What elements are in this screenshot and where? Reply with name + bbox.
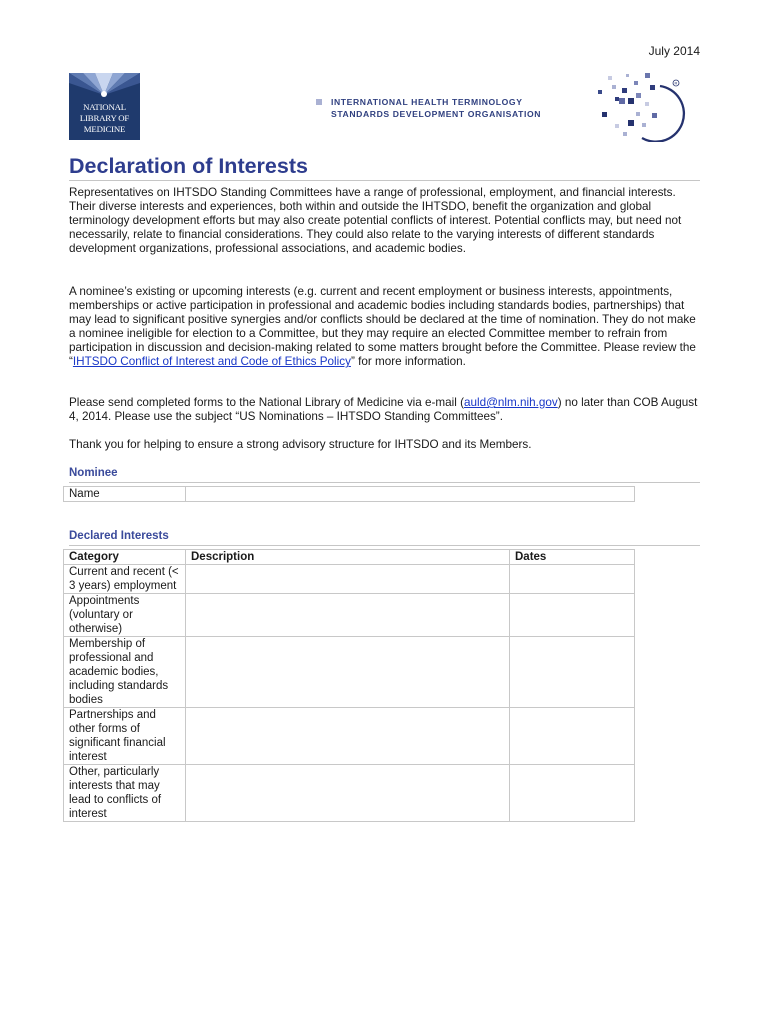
policy-link[interactable]: IHTSDO Conflict of Interest and Code of Ethics Policy [72, 355, 351, 369]
description-cell[interactable] [186, 637, 510, 708]
description-cell[interactable] [186, 708, 510, 765]
square-bullet-icon [316, 99, 322, 105]
column-header-category: Category [64, 550, 186, 565]
description-cell[interactable] [186, 594, 510, 637]
category-cell: Membership of professional and academic bodies, including standards bodies [64, 637, 186, 708]
svg-text:R: R [674, 80, 678, 86]
table-row [64, 487, 635, 502]
dates-cell[interactable] [510, 765, 635, 822]
email-link[interactable]: auld@nlm.nih.gov [463, 396, 558, 409]
nominee-table [63, 486, 635, 502]
interests-divider [69, 545, 700, 546]
title-divider [69, 180, 700, 181]
column-header-dates: Dates [510, 550, 635, 565]
nominee-interests-paragraph: A nominee’s existing or upcoming interests (e.g. current and recent employment or business interests, appointments, memberships or active participation in professional and academic bodies including standards bodies, partnerships) that may lead to significant positive synergies and/or conflicts should be declared at the time of nomination. They do not make a nominee ineligible for election to a Committee, but they may require an elected Committee member to refrain from participation in discussion and decision-making related to some matters brought before the Committee. Please review the “IHTSDO Conflict of Interest and Code of Ethics Policy” for more information. [69, 285, 696, 369]
name-field[interactable] [186, 487, 635, 502]
category-cell: Appointments (voluntary or otherwise) [64, 594, 186, 637]
declared-interests-heading: Declared Interests [69, 530, 169, 542]
table-header-row [64, 550, 635, 565]
nlm-logo-text: NATIONAL LIBRARY OF MEDICINE [79, 102, 130, 134]
table-row [64, 637, 635, 708]
intro-paragraph: Representatives on IHTSDO Standing Committees have a range of professional, employment, and financial interests. Their diverse interests and experiences, both within and outside the IHTSDO, benefit the organization and global terminology development efforts but may also create potential conflicts of interest. Potential conflicts may, but need not necessarily, relate to financial considerations. They could also relate to the varying interests of different standards development organizations, professional associations, and academic bodies. [69, 186, 682, 256]
submission-paragraph: Please send completed forms to the National Library of Medicine via e-mail (auld@nlm.nih.gov) no later than COB August 4, 2014. Please use the subject “US Nominations – IHTSDO Standing Committees”. [69, 396, 698, 424]
nlm-logo-rays-icon [69, 73, 140, 97]
category-cell: Current and recent (< 3 years) employment [64, 565, 186, 594]
thanks-paragraph: Thank you for helping to ensure a strong advisory structure for IHTSDO and its Members. [69, 438, 532, 451]
name-label: Name [64, 487, 186, 502]
category-cell: Other, particularly interests that may lead to conflicts of interest [64, 765, 186, 822]
category-cell: Partnerships and other forms of significant financial interest [64, 708, 186, 765]
ihtsdo-logo-icon [590, 72, 690, 142]
nlm-logo [69, 73, 140, 140]
table-row [64, 594, 635, 637]
table-row [64, 765, 635, 822]
column-header-description: Description [186, 550, 510, 565]
dates-cell[interactable] [510, 637, 635, 708]
table-row [64, 565, 635, 594]
table-row [64, 708, 635, 765]
dates-cell[interactable] [510, 565, 635, 594]
document-date: July 2014 [648, 44, 700, 58]
dates-cell[interactable] [510, 594, 635, 637]
nominee-heading: Nominee [69, 467, 118, 479]
description-cell[interactable] [186, 565, 510, 594]
description-cell[interactable] [186, 765, 510, 822]
nominee-divider [69, 482, 700, 483]
page-title: Declaration of Interests [69, 154, 308, 178]
declared-interests-table [63, 549, 635, 822]
dates-cell[interactable] [510, 708, 635, 765]
